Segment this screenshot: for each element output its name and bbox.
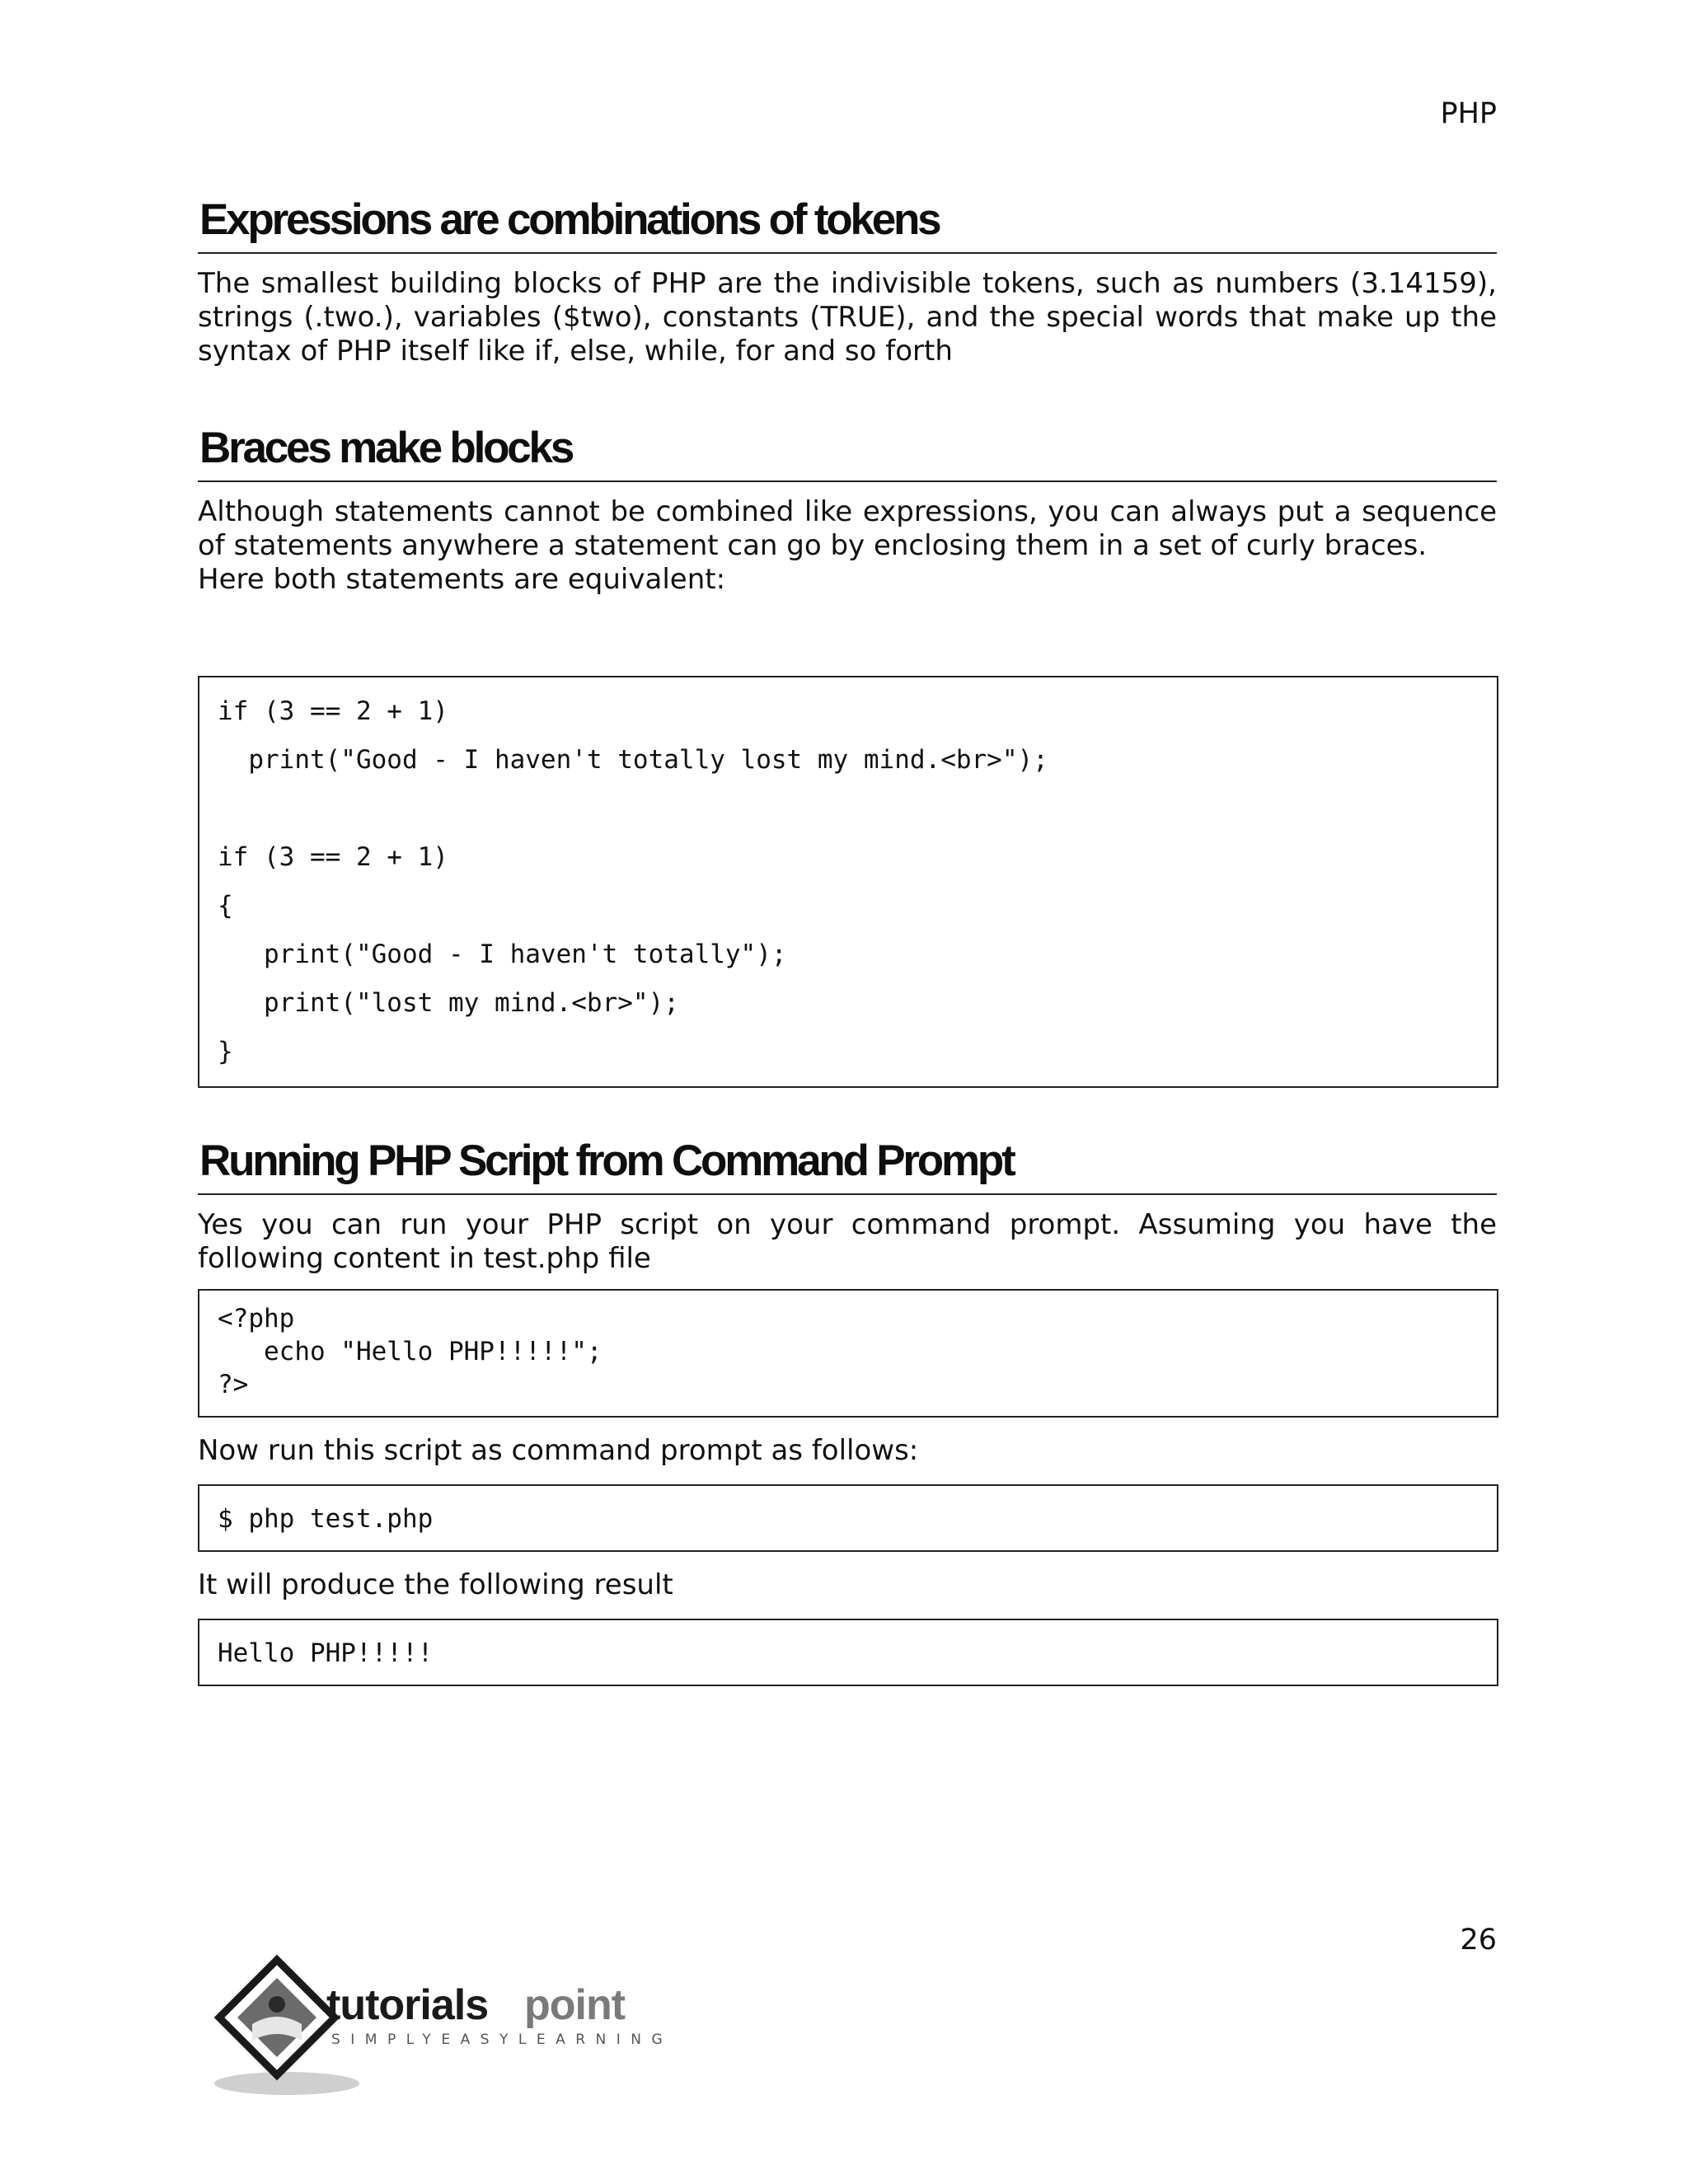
paragraph-command-prompt: Yes you can run your PHP script on your command prompt. Assuming you have the following content in test.php file — [198, 1208, 1497, 1275]
paragraph-tokens: The smallest building blocks of PHP are the indivisible tokens, such as numbers (3.14159), strings (.two.), variables ($two), constants (TRUE), and the special words that make up the syntax of PHP itself like if, else, while, for and so forth — [198, 267, 1497, 368]
code-block-test-php — [198, 1289, 1498, 1418]
code-line: ?> — [218, 1370, 249, 1399]
section-heading-braces: Braces make blocks — [198, 423, 1497, 482]
paragraph-result: It will produce the following result — [198, 1568, 673, 1601]
code-line: if (3 == 2 + 1) — [218, 696, 448, 726]
tutorialspoint-logo — [195, 1952, 689, 2100]
paragraph-run-script: Now run this script as command prompt as follows: — [198, 1434, 919, 1467]
code-line: { — [218, 891, 233, 921]
code-line: echo "Hello PHP!!!!!"; — [218, 1337, 603, 1366]
logo-tagline: SIMPLYEASYLEARNING — [331, 2032, 673, 2048]
code-line: Hello PHP!!!!! — [218, 1638, 434, 1668]
code-line: <?php — [218, 1304, 295, 1333]
reader-icon — [269, 1996, 285, 2013]
code-line: print("Good - I haven't totally"); — [218, 940, 787, 969]
code-block-output — [198, 1619, 1498, 1686]
code-line: $ php test.php — [218, 1504, 434, 1534]
code-line: print("lost my mind.<br>"); — [218, 988, 679, 1018]
page-content — [198, 194, 1497, 1686]
running-header: PHP — [1440, 97, 1497, 130]
section-heading-command-prompt: Running PHP Script from Command Prompt — [198, 1136, 1497, 1195]
paragraph-equivalent: Here both statements are equivalent: — [198, 563, 726, 596]
logo-shadow — [214, 2072, 359, 2095]
code-blank-line — [218, 785, 1479, 833]
code-block-braces — [198, 676, 1498, 1088]
code-line: if (3 == 2 + 1) — [218, 842, 448, 872]
code-line: } — [218, 1037, 233, 1066]
code-block-command — [198, 1484, 1498, 1552]
paragraph-braces: Although statements cannot be combined like expressions, you can always put a sequence of statements anywhere a statement can go by enclosing them in a set of curly braces. — [198, 495, 1497, 562]
section-heading-expressions: Expressions are combinations of tokens — [198, 194, 1497, 254]
page-number: 26 — [1460, 1924, 1497, 1957]
code-line: print("Good - I haven't totally lost my mind.<br>"); — [218, 745, 1048, 775]
logo-wordmark-b: point — [524, 1981, 626, 2029]
logo-wordmark-a: tutorials — [326, 1981, 489, 2029]
